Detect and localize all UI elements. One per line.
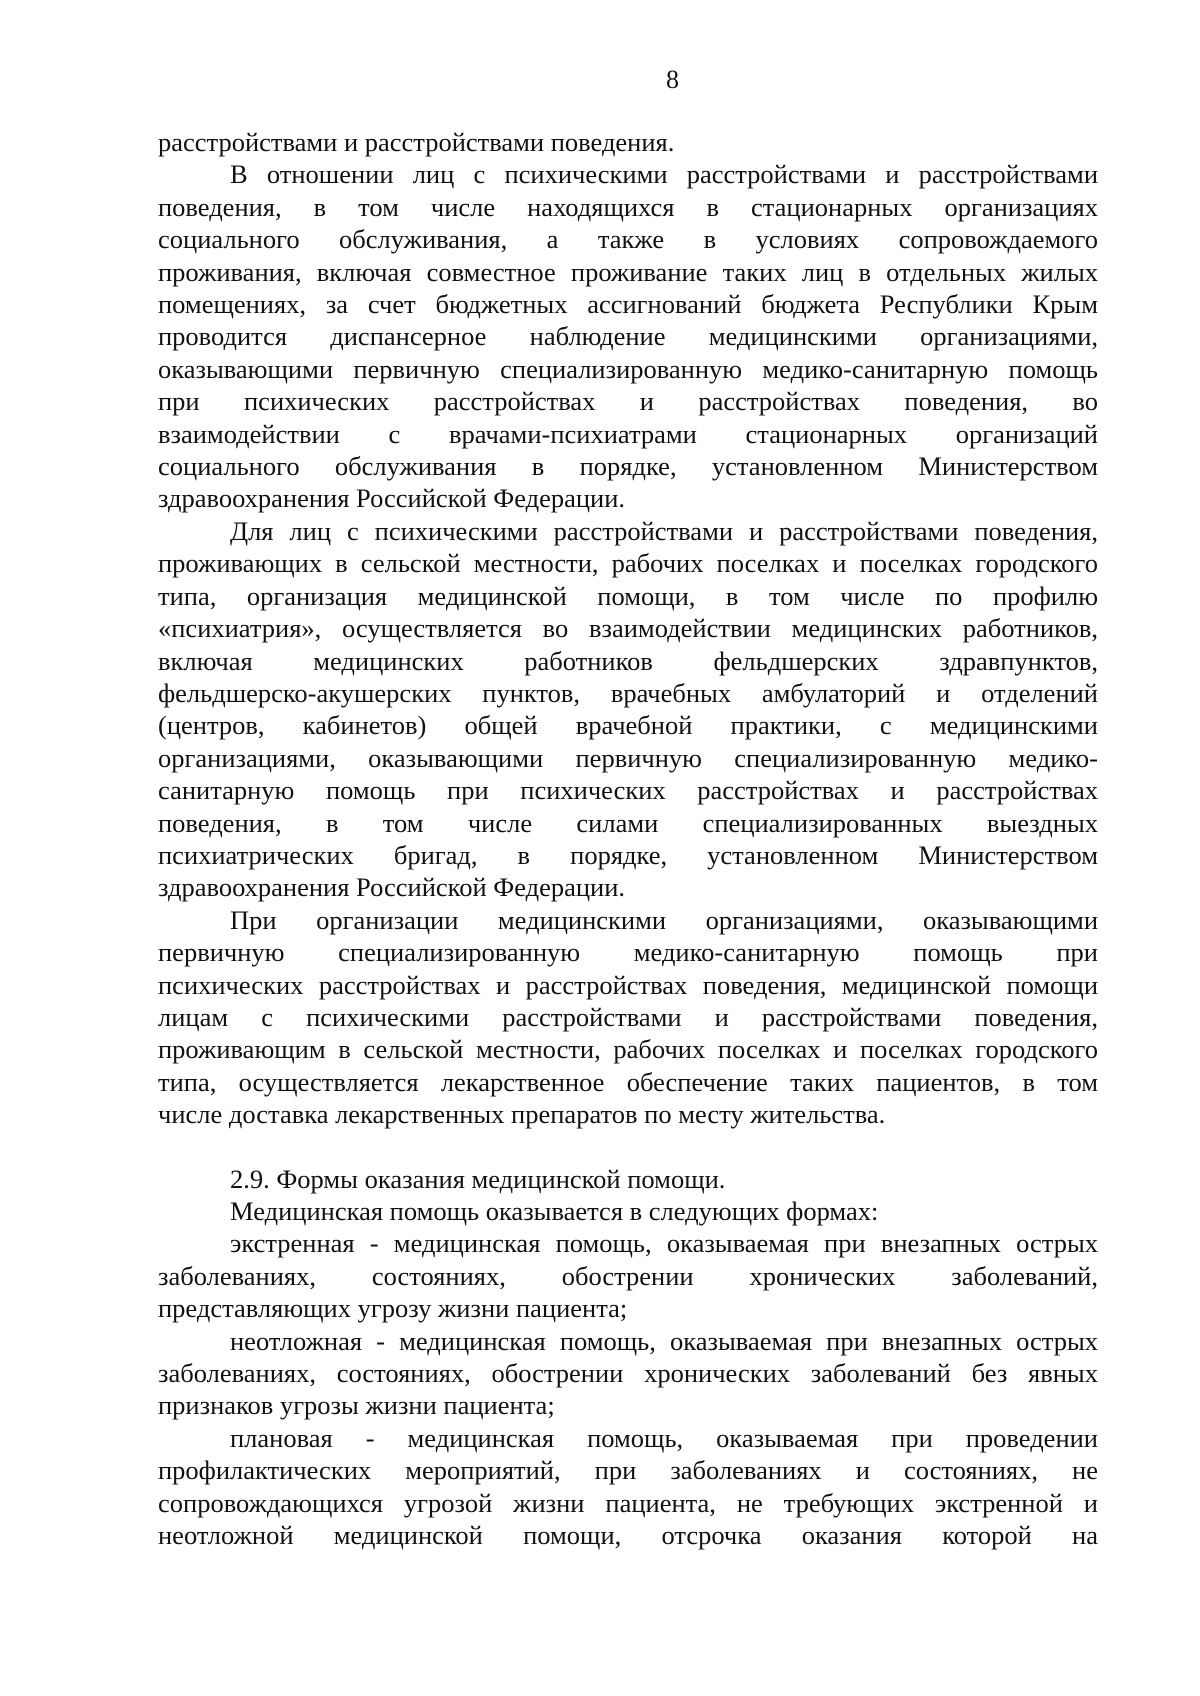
text-line: помещениях, за счет бюджетных ассигнований бюджета Республики Крым xyxy=(158,289,1098,320)
text-line: экстренная - медицинская помощь, оказываемая при внезапных острых xyxy=(230,1228,1098,1259)
text-line: плановая - медицинская помощь, оказываемая при проведении xyxy=(230,1422,1098,1453)
text-line: В отношении лиц с психическими расстройствами и расстройствами xyxy=(230,159,1098,190)
text-line: фельдшерско-акушерских пунктов, врачебных амбулаторий и отделений xyxy=(158,677,1098,708)
text-line: Медицинская помощь оказывается в следующих формах: xyxy=(230,1196,879,1226)
text-line: поведения, в том числе находящихся в стационарных организациях xyxy=(158,191,1098,222)
text-line: числе доставка лекарственных препаратов по месту жительства. xyxy=(158,1099,886,1130)
text-line: проживания, включая совместное проживание таких лиц в отдельных жилых xyxy=(158,256,1098,287)
text-line: типа, осуществляется лекарственное обеспечение таких пациентов, в том xyxy=(158,1066,1098,1097)
text-line: оказывающими первичную специализированную медико-санитарную помощь xyxy=(158,353,1098,384)
paragraph xyxy=(158,1325,1098,1422)
text-line: лицам с психическими расстройствами и расстройствами поведения, xyxy=(158,1001,1098,1032)
section-heading xyxy=(158,1163,1098,1195)
text-line: профилактических мероприятий, при заболеваниях и состояниях, не xyxy=(158,1455,1098,1486)
text-line: сопровождающихся угрозой жизни пациента, не требующих экстренной и xyxy=(158,1487,1098,1518)
text-line: при психических расстройствах и расстройствах поведения, во xyxy=(158,386,1098,417)
text-line: типа, организация медицинской помощи, в том числе по профилю xyxy=(158,580,1098,611)
text-line: (центров, кабинетов) общей врачебной практики, с медицинскими xyxy=(158,710,1098,741)
text-line: поведения, в том числе силами специализированных выездных xyxy=(158,807,1098,838)
page-number: 8 xyxy=(666,65,679,94)
paragraph xyxy=(158,1227,1098,1324)
paragraph xyxy=(158,158,1098,514)
text-line: здравоохранения Российской Федерации. xyxy=(158,872,626,903)
text-line: психиатрических бригад, в порядке, установленном Министерством xyxy=(158,839,1098,870)
text-line: проживающим в сельской местности, рабочих поселках и поселках городского xyxy=(158,1034,1098,1065)
text-line: здравоохранения Российской Федерации. xyxy=(158,483,626,514)
paragraph xyxy=(158,126,1098,158)
text-line: «психиатрия», осуществляется во взаимодействии медицинских работников, xyxy=(158,613,1098,644)
text-line: социального обслуживания в порядке, установленном Министерством xyxy=(158,451,1098,482)
text-line: включая медицинских работников фельдшерских здравпунктов, xyxy=(158,645,1098,676)
text-line: проводится диспансерное наблюдение медицинскими организациями, xyxy=(158,321,1098,352)
document-body xyxy=(158,126,1098,1551)
paragraph xyxy=(158,904,1098,1131)
text-line: При организации медицинскими организациями, оказывающими xyxy=(230,904,1098,935)
text-line: первичную специализированную медико-санитарную помощь при xyxy=(158,937,1098,968)
text-line: организациями, оказывающими первичную специализированную медико- xyxy=(158,742,1098,773)
paragraph xyxy=(158,515,1098,904)
text-line: заболеваниях, состояниях, обострении хронических заболеваний, xyxy=(158,1260,1098,1291)
text-line: социального обслуживания, а также в условиях сопровождаемого xyxy=(158,224,1098,255)
text-line: проживающих в сельской местности, рабочих поселках и поселках городского xyxy=(158,548,1098,579)
text-line: Для лиц с психическими расстройствами и расстройствами поведения, xyxy=(230,515,1098,546)
text-line: 2.9. Формы оказания медицинской помощи. xyxy=(230,1163,726,1194)
text-line: взаимодействии с врачами-психиатрами стационарных организаций xyxy=(158,418,1098,449)
text-line: неотложной медицинской помощи, отсрочка оказания которой на xyxy=(158,1520,1098,1551)
text-line: признаков угрозы жизни пациента; xyxy=(158,1390,555,1421)
text-line: заболеваниях, состояниях, обострении хронических заболеваний без явных xyxy=(158,1358,1098,1389)
text-line: психических расстройствах и расстройствах поведения, медицинской помощи xyxy=(158,969,1098,1000)
text-line: санитарную помощь при психических расстройствах и расстройствах xyxy=(158,775,1098,806)
paragraph xyxy=(158,1422,1098,1552)
text-line: расстройствами и расстройствами поведения. xyxy=(158,127,675,157)
paragraph xyxy=(158,1195,1098,1227)
text-line: представляющих угрозу жизни пациента; xyxy=(158,1293,628,1324)
text-line: неотложная - медицинская помощь, оказываемая при внезапных острых xyxy=(230,1325,1098,1356)
